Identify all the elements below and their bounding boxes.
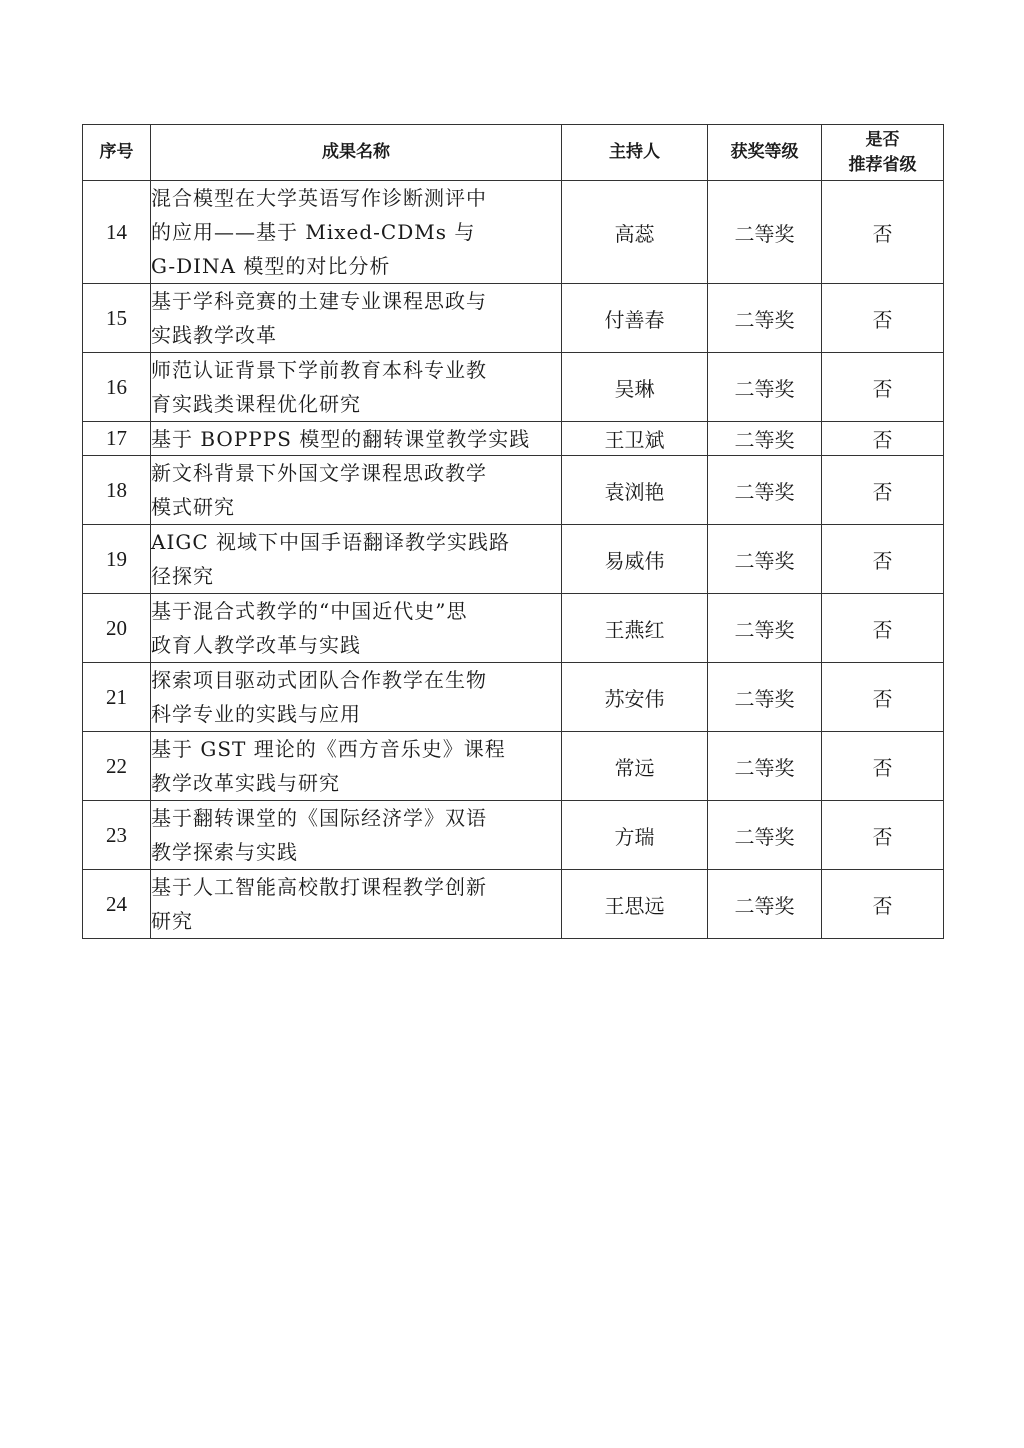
row-index: 17: [83, 422, 151, 456]
row-name-line: 基于学科竞赛的土建专业课程思政与: [151, 289, 487, 313]
row-index: 18: [83, 456, 151, 525]
row-name-line: 的应用——基于 Mixed-CDMs 与: [151, 220, 476, 244]
row-name-line: 教学探索与实践: [151, 840, 298, 864]
row-level: 二等奖: [708, 181, 822, 284]
row-name: [151, 801, 562, 870]
row-recommend: 否: [822, 525, 944, 594]
row-name-line: 径探究: [151, 564, 214, 588]
row-host: 王卫斌: [562, 422, 708, 456]
row-level: 二等奖: [708, 870, 822, 939]
row-name-line: 教学改革实践与研究: [151, 771, 340, 795]
row-host: 方瑞: [562, 801, 708, 870]
row-name-line: 师范认证背景下学前教育本科专业教: [151, 358, 487, 382]
row-host: 付善春: [562, 284, 708, 353]
header-host: 主持人: [562, 125, 708, 181]
row-level: 二等奖: [708, 456, 822, 525]
row-host: 王思远: [562, 870, 708, 939]
row-name-line: 探索项目驱动式团队合作教学在生物: [151, 668, 487, 692]
row-name-line: 模式研究: [151, 495, 235, 519]
table-row: [83, 181, 944, 284]
awards-table: [82, 124, 944, 939]
row-name-line: 基于翻转课堂的《国际经济学》双语: [151, 806, 487, 830]
row-name: [151, 456, 562, 525]
row-name-line: 基于人工智能高校散打课程教学创新: [151, 875, 487, 899]
row-level: 二等奖: [708, 732, 822, 801]
row-recommend: 否: [822, 663, 944, 732]
row-host: 袁浏艳: [562, 456, 708, 525]
row-name: [151, 181, 562, 284]
row-name: [151, 663, 562, 732]
row-index: 15: [83, 284, 151, 353]
row-index: 23: [83, 801, 151, 870]
row-recommend: 否: [822, 422, 944, 456]
row-index: 14: [83, 181, 151, 284]
table-row: [83, 353, 944, 422]
row-host: 易威伟: [562, 525, 708, 594]
header-index: 序号: [83, 125, 151, 181]
row-level: 二等奖: [708, 663, 822, 732]
row-recommend: 否: [822, 284, 944, 353]
table-body: [83, 181, 944, 939]
table-row: [83, 594, 944, 663]
row-name-line: 育实践类课程优化研究: [151, 392, 361, 416]
table-row: [83, 801, 944, 870]
row-level: 二等奖: [708, 525, 822, 594]
row-index: 20: [83, 594, 151, 663]
row-name-line: 政育人教学改革与实践: [151, 633, 361, 657]
row-recommend: 否: [822, 801, 944, 870]
table-row: [83, 732, 944, 801]
row-name: [151, 353, 562, 422]
header-recommend-line2: 推荐省级: [848, 154, 917, 175]
header-name: 成果名称: [151, 125, 562, 181]
table-row: [83, 422, 944, 456]
row-recommend: 否: [822, 594, 944, 663]
row-recommend: 否: [822, 732, 944, 801]
row-index: 21: [83, 663, 151, 732]
row-recommend: 否: [822, 181, 944, 284]
row-name-line: 实践教学改革: [151, 323, 277, 347]
header-row: [83, 125, 944, 181]
row-level: 二等奖: [708, 801, 822, 870]
row-index: 16: [83, 353, 151, 422]
row-level: 二等奖: [708, 353, 822, 422]
row-level: 二等奖: [708, 594, 822, 663]
table-row: [83, 870, 944, 939]
row-name: [151, 732, 562, 801]
row-recommend: 否: [822, 870, 944, 939]
row-recommend: 否: [822, 456, 944, 525]
row-name-line: 基于混合式教学的“中国近代史”思: [151, 599, 468, 623]
header-recommend: [822, 125, 944, 181]
row-name-line: 基于 GST 理论的《西方音乐史》课程: [151, 737, 506, 761]
row-level: 二等奖: [708, 422, 822, 456]
row-name-line: AIGC 视域下中国手语翻译教学实践路: [151, 530, 510, 554]
row-name: [151, 422, 562, 456]
table-row: [83, 663, 944, 732]
row-host: 高蕊: [562, 181, 708, 284]
row-name-line: 研究: [151, 909, 193, 933]
table-row: [83, 525, 944, 594]
row-name-line: 混合模型在大学英语写作诊断测评中: [151, 186, 487, 210]
row-level: 二等奖: [708, 284, 822, 353]
row-index: 22: [83, 732, 151, 801]
row-host: 王燕红: [562, 594, 708, 663]
row-name-line: 基于 BOPPPS 模型的翻转课堂教学实践: [151, 426, 531, 451]
row-host: 苏安伟: [562, 663, 708, 732]
row-name: [151, 870, 562, 939]
row-index: 19: [83, 525, 151, 594]
row-name-line: G-DINA 模型的对比分析: [151, 254, 391, 278]
row-name: [151, 284, 562, 353]
header-recommend-line1: 是否: [865, 129, 900, 150]
row-name-line: 新文科背景下外国文学课程思政教学: [151, 461, 487, 485]
table-row: [83, 284, 944, 353]
row-name: [151, 525, 562, 594]
table-row: [83, 456, 944, 525]
row-host: 常远: [562, 732, 708, 801]
row-name-line: 科学专业的实践与应用: [151, 702, 361, 726]
row-index: 24: [83, 870, 151, 939]
row-recommend: 否: [822, 353, 944, 422]
row-name: [151, 594, 562, 663]
header-level: 获奖等级: [708, 125, 822, 181]
row-host: 吴琳: [562, 353, 708, 422]
